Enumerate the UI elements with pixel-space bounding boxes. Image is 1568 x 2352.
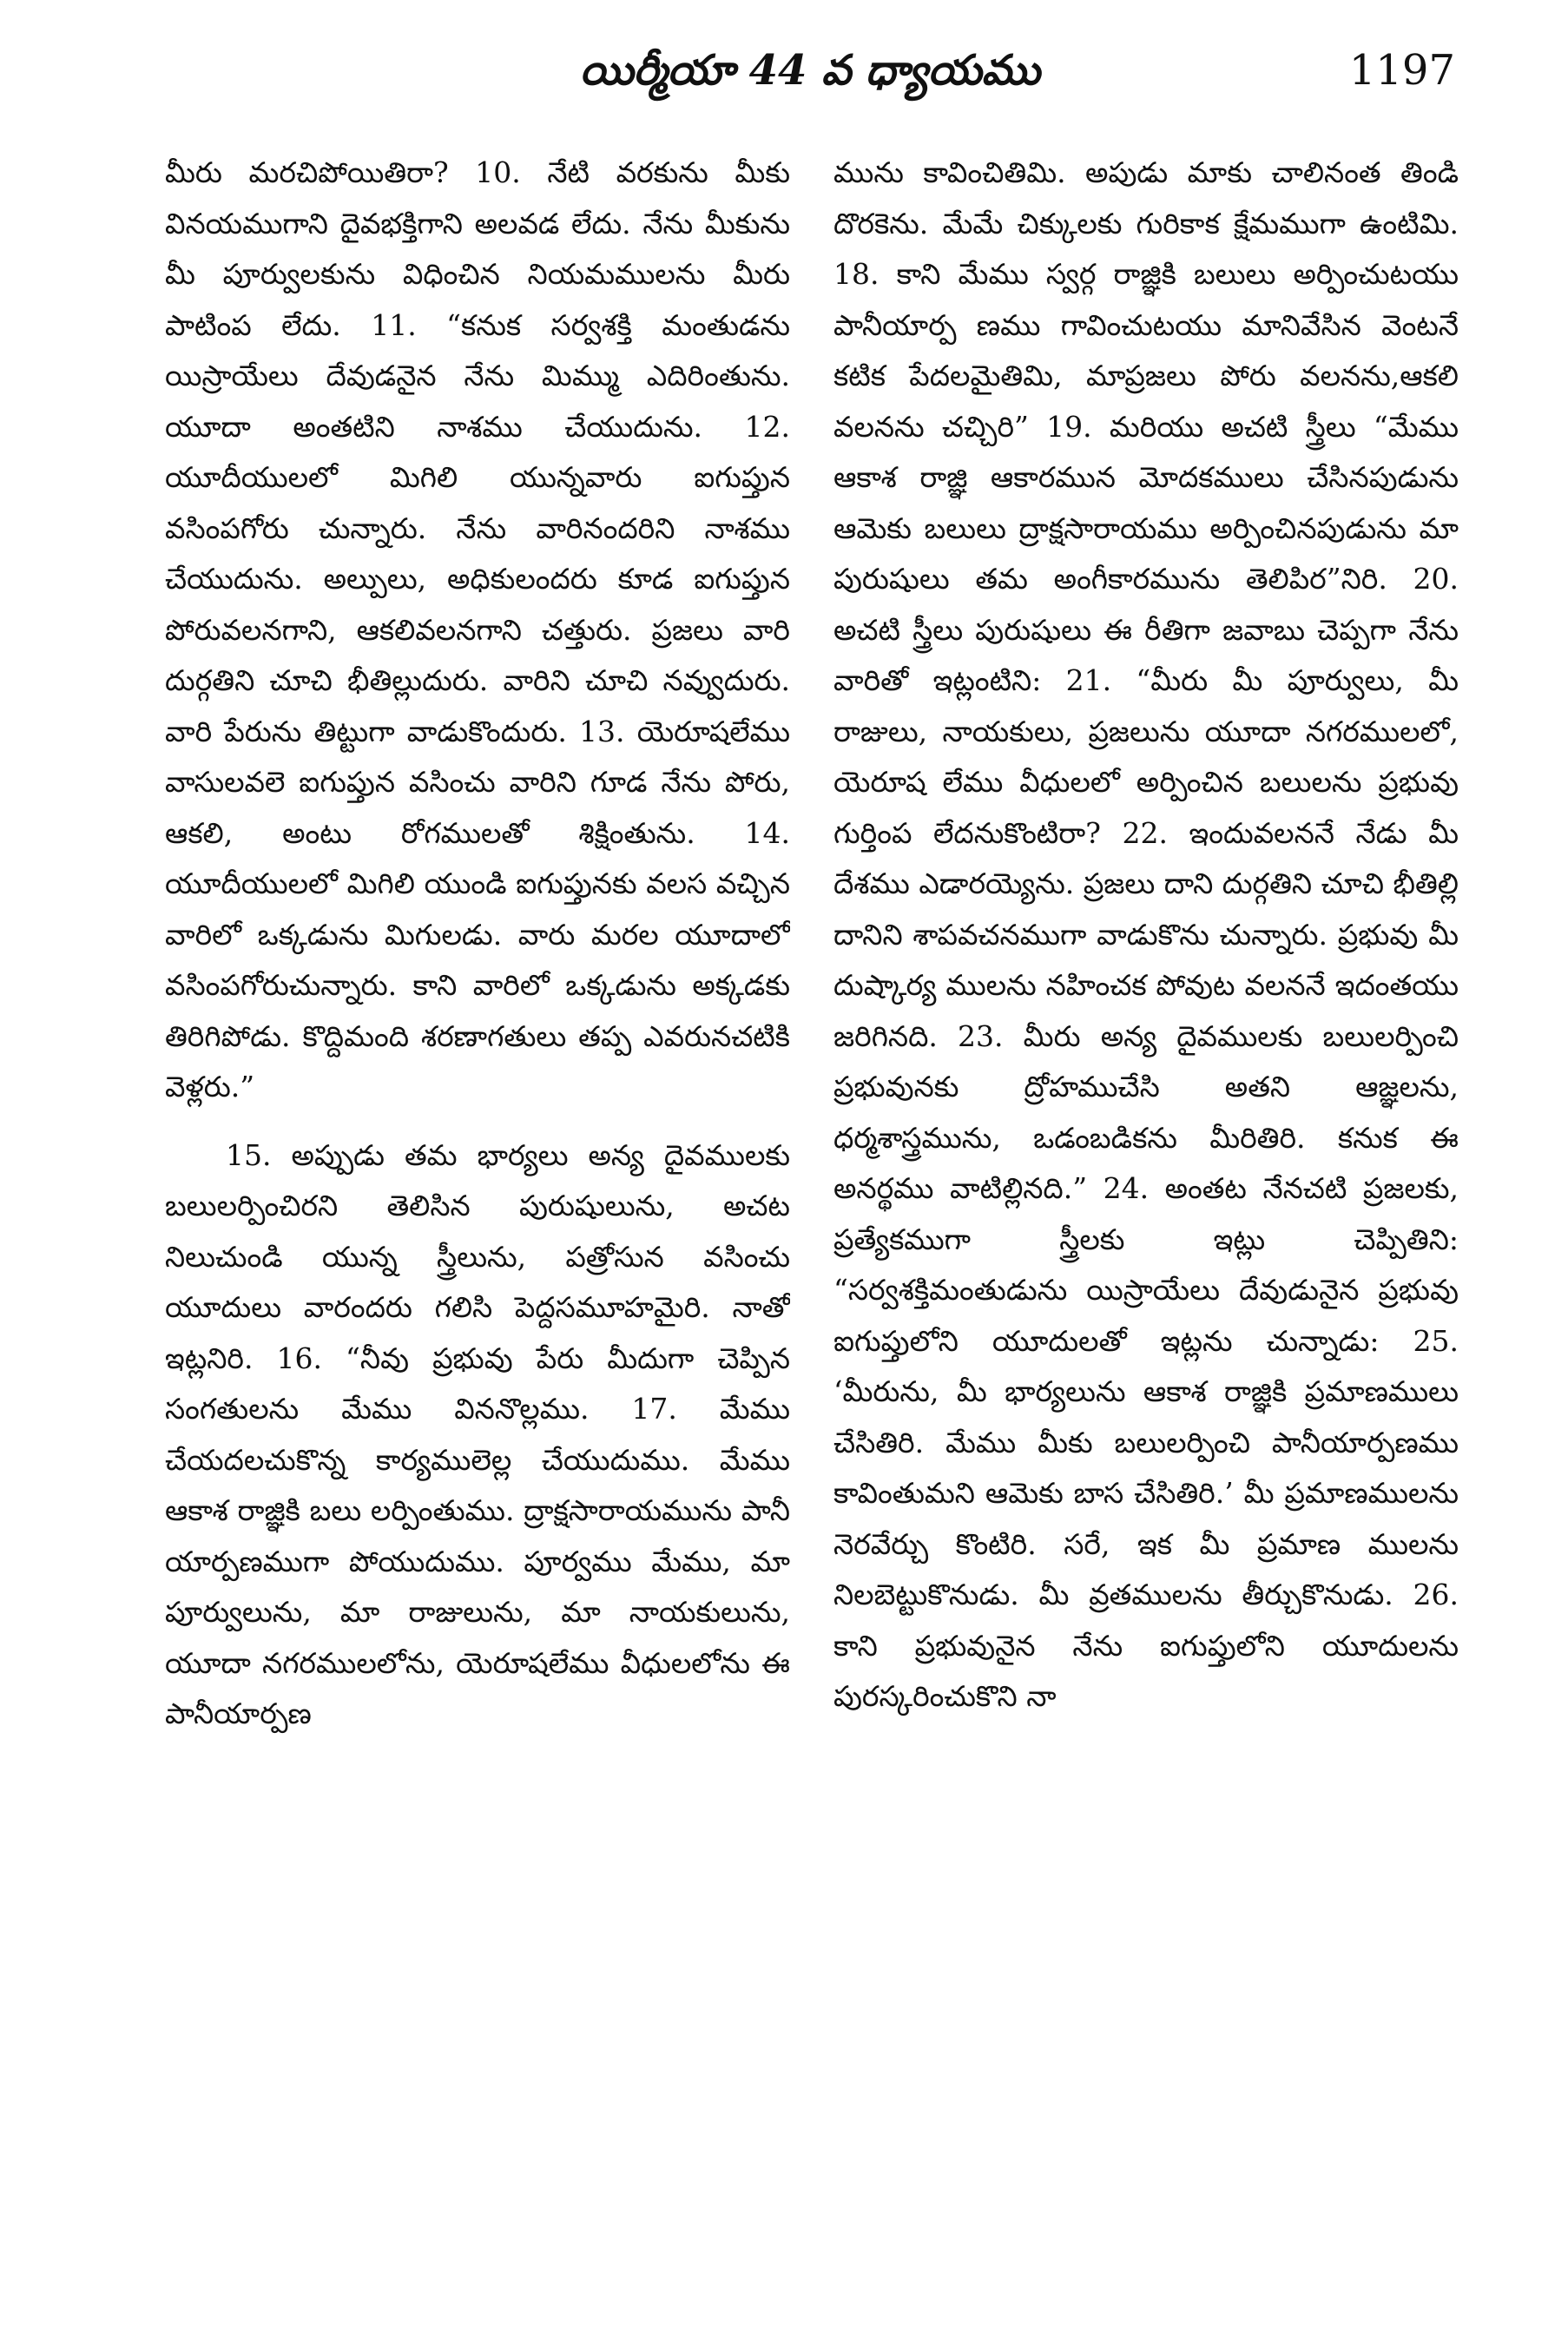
page-number: 1197 [1348,46,1455,95]
chapter-title: యిర్మీయా 44 వ ధ్యాయము [579,46,1041,95]
paragraph: మును కావించితిమి. అపుడు మాకు చాలినంత తిండి దొరకెను. మేమే చిక్కులకు గురికాక క్షేమముగా ఉంటిమి. 18. కాని మేము స్వర్గ రాజ్ఞికి బలులు అర్పించుటయు పానీయార్ప ణము గావించుటయు మానివేసిన వెంటనే కటిక పేదలమైతిమి, మాప్రజలు పోరు వలనను,ఆకలి వలనను చచ్చిరి” 19. మరియు అచటి స్త్రీలు “మేము ఆకాశ రాజ్ఞి ఆకారమున మోదకములు చేసినపుడును ఆమెకు బలులు ద్రాక్షసారాయము అర్పించినపుడును మా పురుషులు తమ అంగీకారమును తెలిపిర”నిరి. 20. అచటి స్త్రీలు పురుషులు ఈ రీతిగా జవాబు చెప్పగా నేను వారితో ఇట్లంటిని: 21. “మీరు మీ పూర్వులు, మీ రాజులు, నాయకులు, ప్రజలును యూదా నగరములలో, యెరూష లేము వీధులలో అర్పించిన బలులను ప్రభువు గుర్తింప లేదనుకొంటిరా? 22. ఇందువలననే నేడు మీ దేశము ఎడారయ్యెను. ప్రజలు దాని దుర్గతిని చూచి భీతిల్లి దానిని శాపవచనముగా వాడుకొను చున్నారు. ప్రభువు మీ దుష్కార్య ములను నహించక పోవుట వలననే ఇదంతయు జరిగినది. 23. మీరు అన్య దైవములకు బలులర్పించి ప్రభువునకు ద్రోహముచేసి అతని ఆజ్ఞలను, ధర్మశాస్త్రమును, ఒడంబడికను మీరితిరి. కనుక ఈ అనర్థము వాటిల్లినది.” 24. అంతట నేనచటి ప్రజలకు, ప్రత్యేకముగా స్త్రీలకు ఇట్లు చెప్పితిని: “సర్వశక్తిమంతుడును యిస్రాయేలు దేవుడునైన ప్రభువు ఐగుప్తులోని యూదులతో ఇట్లను చున్నాడు: 25. ‘మీరును, మీ భార్యలును ఆకాశ రాజ్ఞికి ప్రమాణములు చేసితిరి. మేము మీకు బలులర్పించి పానీయార్పణము కావింతుమని ఆమెకు బాస చేసితిరి.’ మీ ప్రమాణములను నెరవేర్చు కొంటిరి. సరే, ఇక మీ ప్రమాణ ములను నిలబెట్టుకొనుడు. మీ వ్రతములను తీర్చుకొనుడు. 26. కాని ప్రభువునైన నేను ఐగుప్తులోని యూదులను పురస్కరించుకొని నా [833,155,1459,1713]
paragraph: 15. అప్పుడు తమ భార్యలు అన్య దైవములకు బలులర్పించిరని తెలిసిన పురుషులును, అచట నిలుచుండి యున్న స్త్రీలును, పత్రోసున వసించు యూదులు వారందరు గలిసి పెద్దసమూహమైరి. నాతో ఇట్లనిరి. 16. “నీవు ప్రభువు పేరు మీదుగా చెప్పిన సంగతులను మేము విననొల్లము. 17. మేము చేయదలచుకొన్న కార్యములెల్ల చేయుదుము. మేము ఆకాశ రాజ్ఞికి బలు లర్పింతుము. ద్రాక్షసారాయమును పానీ యార్పణముగా పోయుదుము. పూర్వము మేము, మా పూర్వులును, మా రాజులును, మా నాయకులును, యూదా నగరములలోను, యెరూషలేము వీధులలోను ఈ పానీయార్పణ [165,1137,790,1730]
right-column [833,148,1459,2318]
left-column [165,148,790,2318]
text-columns [165,148,1459,2318]
paragraph: మీరు మరచిపోయితిరా? 10. నేటి వరకును మీకు వినయముగాని దైవభక్తిగాని అలవడ లేదు. నేను మీకును మీ పూర్వులకును విధించిన నియమములను మీరు పాటింప లేదు. 11. “కనుక సర్వశక్తి మంతుడను యిస్రాయేలు దేవుడనైన నేను మిమ్ము ఎదిరింతును. యూదా అంతటిని నాశము చేయుదును. 12. యూదీయులలో మిగిలి యున్నవారు ఐగుప్తున వసింపగోరు చున్నారు. నేను వారినందరిని నాశము చేయుదును. అల్పులు, అధికులందరు కూడ ఐగుప్తున పోరువలనగాని, ఆకలివలనగాని చత్తురు. ప్రజలు వారి దుర్గతిని చూచి భీతిల్లుదురు. వారిని చూచి నవ్వుదురు. వారి పేరును తిట్టుగా వాడుకొందురు. 13. యెరూషలేము వాసులవలె ఐగుప్తున వసించు వారిని గూడ నేను పోరు, ఆకలి, అంటు రోగములతో శిక్షింతును. 14. యూదీయులలో మిగిలి యుండి ఐగుప్తునకు వలస వచ్చిన వారిలో ఒక్కడును మిగులడు. వారు మరల యూదాలో వసింపగోరుచున్నారు. కాని వారిలో ఒక్కడును అక్కడకు తిరిగిపోడు. కొద్దిమంది శరణాగతులు తప్ప ఎవరునచటికి వెళ్లరు.” [165,155,790,1104]
page-header [165,39,1455,109]
